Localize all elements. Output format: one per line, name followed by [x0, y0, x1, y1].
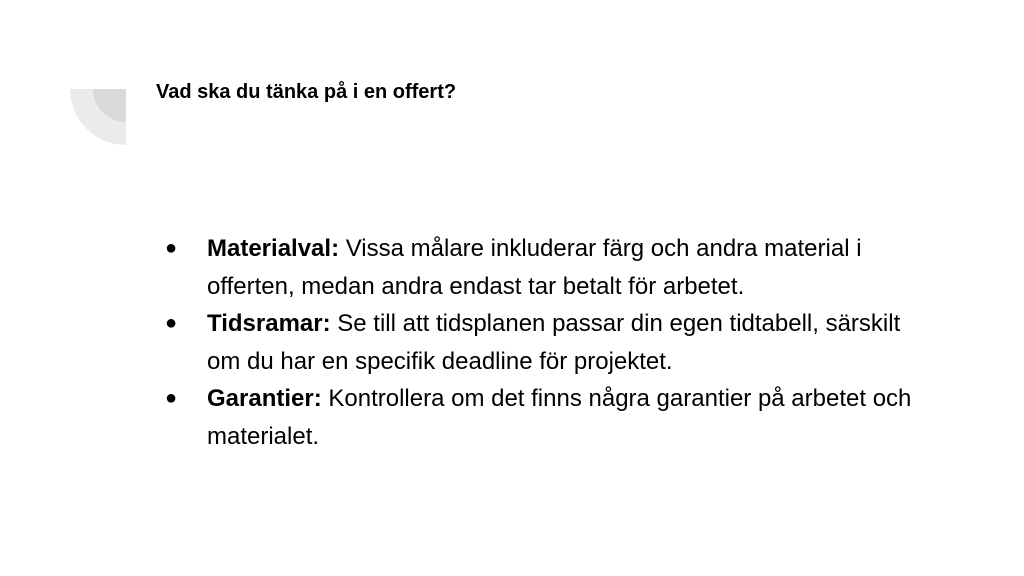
- bullet-dot-icon: ●: [165, 237, 178, 259]
- bullet-term: Garantier:: [207, 385, 322, 412]
- bullet-text: Se till att tidsplanen passar din egen tidtabell, särskilt om du har en specifik deadline för projektet.: [207, 310, 901, 375]
- quarter-circle-shape: [70, 89, 126, 145]
- slide-title: Vad ska du tänka på i en offert?: [156, 81, 457, 103]
- quarter-circle-decoration: [70, 89, 126, 145]
- bullet-item-garantier: [165, 380, 925, 455]
- bullet-dot-icon: ●: [165, 387, 178, 409]
- bullet-text: Kontrollera om det finns några garantier på arbetet och materialet.: [207, 385, 912, 450]
- bullet-item-materialval: [165, 230, 925, 305]
- bullet-item-tidsramar: [165, 305, 925, 380]
- bullet-dot-icon: ●: [165, 312, 178, 334]
- bullet-list: [165, 230, 925, 455]
- bullet-term: Materialval:: [207, 235, 340, 262]
- bullet-text: Vissa målare inkluderar färg och andra material i offerten, medan andra endast tar betalt för arbetet.: [207, 235, 862, 300]
- bullet-term: Tidsramar:: [207, 310, 331, 337]
